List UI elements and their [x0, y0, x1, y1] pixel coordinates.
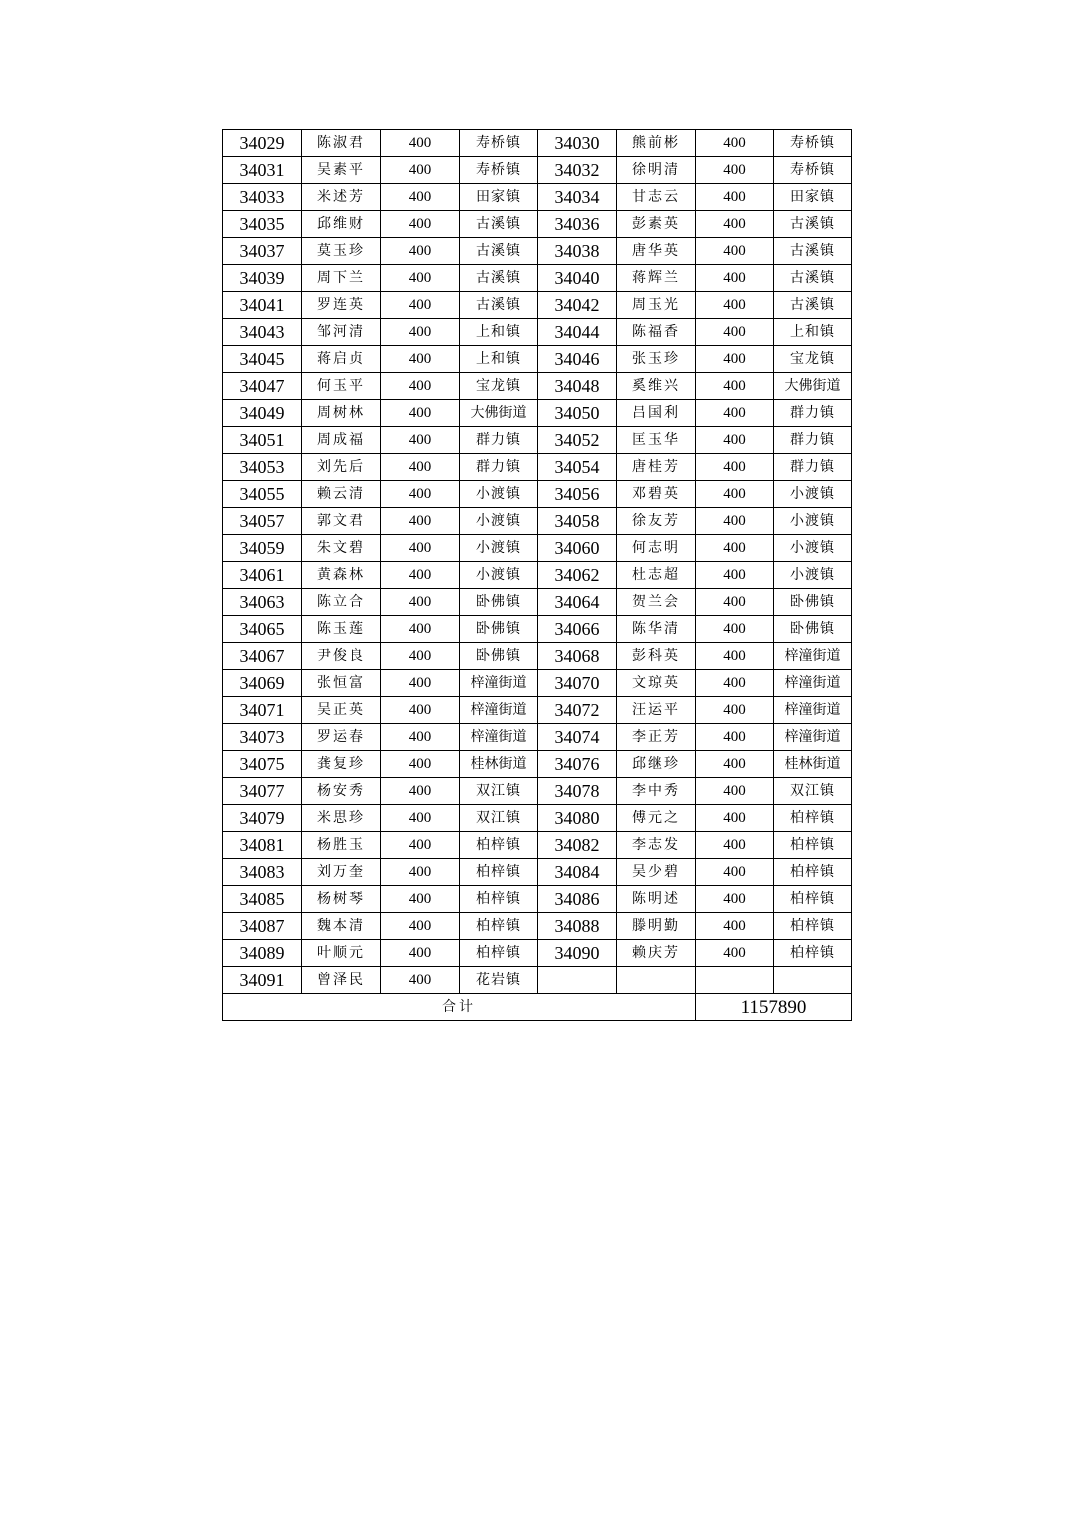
recipient-name-cell: 曾泽民 — [302, 967, 381, 994]
table-row — [223, 157, 852, 184]
table-row — [223, 211, 852, 238]
table-row — [223, 184, 852, 211]
recipient-name-cell: 尹俊良 — [302, 643, 381, 670]
recipient-name-cell: 蒋辉兰 — [617, 265, 696, 292]
table-row — [223, 832, 852, 859]
record-id-cell — [538, 967, 617, 994]
recipient-name-cell: 杨安秀 — [302, 778, 381, 805]
town-cell: 古溪镇 — [460, 292, 538, 319]
town-cell: 上和镇 — [460, 346, 538, 373]
recipient-name-cell: 邱维财 — [302, 211, 381, 238]
recipient-name-cell: 魏本清 — [302, 913, 381, 940]
town-cell: 卧佛镇 — [460, 616, 538, 643]
record-id-cell: 34089 — [223, 940, 302, 967]
table-row — [223, 400, 852, 427]
amount-cell: 400 — [381, 859, 460, 886]
table-row — [223, 643, 852, 670]
recipient-name-cell: 陈立合 — [302, 589, 381, 616]
recipient-name-cell: 邹河清 — [302, 319, 381, 346]
town-cell: 柏梓镇 — [774, 805, 852, 832]
town-cell: 梓潼街道 — [774, 670, 852, 697]
recipient-name-cell: 甘志云 — [617, 184, 696, 211]
record-id-cell: 34046 — [538, 346, 617, 373]
recipient-name-cell: 杜志超 — [617, 562, 696, 589]
amount-cell: 400 — [381, 751, 460, 778]
town-cell: 古溪镇 — [460, 238, 538, 265]
recipient-name-cell: 赖云清 — [302, 481, 381, 508]
amount-cell: 400 — [696, 319, 774, 346]
record-id-cell: 34040 — [538, 265, 617, 292]
amount-cell: 400 — [696, 562, 774, 589]
recipient-name-cell: 杨胜玉 — [302, 832, 381, 859]
recipient-name-cell: 傅元之 — [617, 805, 696, 832]
recipient-name-cell: 郭文君 — [302, 508, 381, 535]
town-cell: 上和镇 — [774, 319, 852, 346]
recipient-name-cell: 徐明清 — [617, 157, 696, 184]
table-row — [223, 238, 852, 265]
recipient-name-cell: 滕明勤 — [617, 913, 696, 940]
record-id-cell: 34073 — [223, 724, 302, 751]
total-value: 1157890 — [696, 994, 852, 1021]
town-cell: 古溪镇 — [460, 265, 538, 292]
town-cell: 卧佛镇 — [460, 643, 538, 670]
recipient-name-cell: 周树林 — [302, 400, 381, 427]
amount-cell: 400 — [381, 211, 460, 238]
town-cell: 寿桥镇 — [460, 157, 538, 184]
recipient-name-cell: 米述芳 — [302, 184, 381, 211]
recipient-name-cell: 杨树琴 — [302, 886, 381, 913]
town-cell: 群力镇 — [460, 454, 538, 481]
recipient-name-cell: 罗连英 — [302, 292, 381, 319]
town-cell: 古溪镇 — [774, 238, 852, 265]
table-row — [223, 967, 852, 994]
record-id-cell: 34053 — [223, 454, 302, 481]
town-cell: 柏梓镇 — [460, 886, 538, 913]
recipient-name-cell: 奚维兴 — [617, 373, 696, 400]
amount-cell: 400 — [696, 400, 774, 427]
recipient-name-cell: 彭科英 — [617, 643, 696, 670]
recipient-name-cell: 李中秀 — [617, 778, 696, 805]
town-cell: 小渡镇 — [774, 562, 852, 589]
record-id-cell: 34072 — [538, 697, 617, 724]
record-id-cell: 34038 — [538, 238, 617, 265]
amount-cell: 400 — [696, 238, 774, 265]
record-id-cell: 34049 — [223, 400, 302, 427]
table-row — [223, 535, 852, 562]
recipient-name-cell: 吴素平 — [302, 157, 381, 184]
record-id-cell: 34058 — [538, 508, 617, 535]
table-row — [223, 265, 852, 292]
record-id-cell: 34030 — [538, 130, 617, 157]
town-cell: 宝龙镇 — [460, 373, 538, 400]
record-id-cell: 34059 — [223, 535, 302, 562]
record-id-cell: 34041 — [223, 292, 302, 319]
record-id-cell: 34067 — [223, 643, 302, 670]
table-row — [223, 751, 852, 778]
recipient-name-cell: 米思珍 — [302, 805, 381, 832]
recipient-name-cell: 周玉光 — [617, 292, 696, 319]
record-id-cell: 34062 — [538, 562, 617, 589]
recipient-name-cell: 陈淑君 — [302, 130, 381, 157]
record-id-cell: 34037 — [223, 238, 302, 265]
amount-cell: 400 — [696, 805, 774, 832]
town-cell: 大佛街道 — [774, 373, 852, 400]
town-cell: 双江镇 — [460, 778, 538, 805]
recipient-name-cell: 匡玉华 — [617, 427, 696, 454]
record-id-cell: 34052 — [538, 427, 617, 454]
record-id-cell: 34080 — [538, 805, 617, 832]
recipient-name-cell: 何玉平 — [302, 373, 381, 400]
amount-cell: 400 — [381, 832, 460, 859]
recipient-name-cell: 吴正英 — [302, 697, 381, 724]
recipient-name-cell — [617, 967, 696, 994]
town-cell: 梓潼街道 — [774, 643, 852, 670]
amount-cell: 400 — [381, 535, 460, 562]
record-id-cell: 34070 — [538, 670, 617, 697]
recipient-name-cell: 汪运平 — [617, 697, 696, 724]
recipient-name-cell: 黄森林 — [302, 562, 381, 589]
town-cell: 小渡镇 — [774, 535, 852, 562]
amount-cell: 400 — [696, 373, 774, 400]
record-id-cell: 34048 — [538, 373, 617, 400]
record-id-cell: 34082 — [538, 832, 617, 859]
table-row — [223, 508, 852, 535]
town-cell: 上和镇 — [460, 319, 538, 346]
town-cell: 柏梓镇 — [774, 886, 852, 913]
record-id-cell: 34044 — [538, 319, 617, 346]
record-id-cell: 34068 — [538, 643, 617, 670]
amount-cell: 400 — [381, 454, 460, 481]
record-id-cell: 34087 — [223, 913, 302, 940]
recipient-name-cell: 刘万奎 — [302, 859, 381, 886]
recipient-name-cell: 陈玉莲 — [302, 616, 381, 643]
amount-cell: 400 — [696, 184, 774, 211]
amount-cell: 400 — [381, 589, 460, 616]
town-cell: 小渡镇 — [774, 481, 852, 508]
amount-cell: 400 — [381, 346, 460, 373]
amount-cell: 400 — [696, 346, 774, 373]
record-id-cell: 34055 — [223, 481, 302, 508]
amount-cell: 400 — [696, 535, 774, 562]
recipient-name-cell: 蒋启贞 — [302, 346, 381, 373]
town-cell: 群力镇 — [774, 454, 852, 481]
amount-cell: 400 — [381, 913, 460, 940]
amount-cell: 400 — [381, 265, 460, 292]
town-cell: 寿桥镇 — [774, 130, 852, 157]
recipient-name-cell: 邓碧英 — [617, 481, 696, 508]
record-id-cell: 34050 — [538, 400, 617, 427]
record-id-cell: 34091 — [223, 967, 302, 994]
amount-cell: 400 — [696, 913, 774, 940]
amount-cell: 400 — [696, 589, 774, 616]
recipient-name-cell: 周下兰 — [302, 265, 381, 292]
recipient-name-cell: 文琼英 — [617, 670, 696, 697]
table-row — [223, 373, 852, 400]
town-cell: 梓潼街道 — [774, 697, 852, 724]
record-id-cell: 34085 — [223, 886, 302, 913]
recipient-name-cell: 罗运春 — [302, 724, 381, 751]
record-id-cell: 34071 — [223, 697, 302, 724]
table-row — [223, 724, 852, 751]
town-cell: 卧佛镇 — [774, 616, 852, 643]
record-id-cell: 34039 — [223, 265, 302, 292]
amount-cell: 400 — [381, 184, 460, 211]
table-row — [223, 319, 852, 346]
record-id-cell: 34043 — [223, 319, 302, 346]
payment-list-table — [222, 129, 852, 1021]
record-id-cell: 34090 — [538, 940, 617, 967]
amount-cell: 400 — [696, 157, 774, 184]
amount-cell: 400 — [696, 940, 774, 967]
amount-cell: 400 — [696, 616, 774, 643]
town-cell: 寿桥镇 — [774, 157, 852, 184]
recipient-name-cell: 李志发 — [617, 832, 696, 859]
total-label: 合计 — [223, 994, 696, 1021]
table-row — [223, 940, 852, 967]
record-id-cell: 34076 — [538, 751, 617, 778]
amount-cell: 400 — [381, 373, 460, 400]
recipient-name-cell: 吴少碧 — [617, 859, 696, 886]
town-cell: 柏梓镇 — [460, 913, 538, 940]
table-row — [223, 589, 852, 616]
recipient-name-cell: 陈福香 — [617, 319, 696, 346]
record-id-cell: 34065 — [223, 616, 302, 643]
town-cell: 桂林街道 — [774, 751, 852, 778]
record-id-cell: 34088 — [538, 913, 617, 940]
amount-cell: 400 — [381, 805, 460, 832]
record-id-cell: 34084 — [538, 859, 617, 886]
record-id-cell: 34029 — [223, 130, 302, 157]
record-id-cell: 34083 — [223, 859, 302, 886]
recipient-name-cell: 赖庆芳 — [617, 940, 696, 967]
town-cell: 桂林街道 — [460, 751, 538, 778]
record-id-cell: 34075 — [223, 751, 302, 778]
amount-cell: 400 — [696, 724, 774, 751]
recipient-name-cell: 莫玉珍 — [302, 238, 381, 265]
record-id-cell: 34069 — [223, 670, 302, 697]
town-cell: 古溪镇 — [460, 211, 538, 238]
recipient-name-cell: 何志明 — [617, 535, 696, 562]
amount-cell — [696, 967, 774, 994]
town-cell: 柏梓镇 — [460, 940, 538, 967]
town-cell: 群力镇 — [774, 400, 852, 427]
town-cell: 田家镇 — [460, 184, 538, 211]
record-id-cell: 34031 — [223, 157, 302, 184]
table-body — [223, 130, 852, 994]
amount-cell: 400 — [696, 697, 774, 724]
table-row — [223, 427, 852, 454]
amount-cell: 400 — [381, 670, 460, 697]
table-row — [223, 670, 852, 697]
record-id-cell: 34051 — [223, 427, 302, 454]
record-id-cell: 34086 — [538, 886, 617, 913]
recipient-name-cell: 陈华清 — [617, 616, 696, 643]
amount-cell: 400 — [381, 643, 460, 670]
amount-cell: 400 — [381, 616, 460, 643]
town-cell: 梓潼街道 — [460, 670, 538, 697]
amount-cell: 400 — [381, 778, 460, 805]
record-id-cell: 34074 — [538, 724, 617, 751]
record-id-cell: 34042 — [538, 292, 617, 319]
town-cell: 群力镇 — [774, 427, 852, 454]
table-row — [223, 346, 852, 373]
recipient-name-cell: 李正芳 — [617, 724, 696, 751]
amount-cell: 400 — [381, 886, 460, 913]
town-cell: 柏梓镇 — [774, 913, 852, 940]
recipient-name-cell: 邱继珍 — [617, 751, 696, 778]
record-id-cell: 34060 — [538, 535, 617, 562]
town-cell: 梓潼街道 — [774, 724, 852, 751]
record-id-cell: 34066 — [538, 616, 617, 643]
amount-cell: 400 — [381, 724, 460, 751]
record-id-cell: 34032 — [538, 157, 617, 184]
amount-cell: 400 — [381, 940, 460, 967]
record-id-cell: 34035 — [223, 211, 302, 238]
amount-cell: 400 — [696, 643, 774, 670]
amount-cell: 400 — [696, 859, 774, 886]
table-row — [223, 859, 852, 886]
town-cell: 双江镇 — [774, 778, 852, 805]
town-cell: 小渡镇 — [460, 562, 538, 589]
amount-cell: 400 — [381, 508, 460, 535]
town-cell: 柏梓镇 — [774, 832, 852, 859]
town-cell: 小渡镇 — [774, 508, 852, 535]
town-cell: 寿桥镇 — [460, 130, 538, 157]
amount-cell: 400 — [381, 130, 460, 157]
amount-cell: 400 — [381, 967, 460, 994]
amount-cell: 400 — [696, 751, 774, 778]
recipient-name-cell: 彭素英 — [617, 211, 696, 238]
table-row — [223, 913, 852, 940]
recipient-name-cell: 熊前彬 — [617, 130, 696, 157]
town-cell: 卧佛镇 — [774, 589, 852, 616]
town-cell: 大佛街道 — [460, 400, 538, 427]
table-row — [223, 697, 852, 724]
amount-cell: 400 — [696, 265, 774, 292]
recipient-name-cell: 唐桂芳 — [617, 454, 696, 481]
amount-cell: 400 — [696, 670, 774, 697]
town-cell: 小渡镇 — [460, 481, 538, 508]
record-id-cell: 34036 — [538, 211, 617, 238]
record-id-cell: 34078 — [538, 778, 617, 805]
amount-cell: 400 — [696, 454, 774, 481]
town-cell: 卧佛镇 — [460, 589, 538, 616]
amount-cell: 400 — [381, 400, 460, 427]
recipient-name-cell: 徐友芳 — [617, 508, 696, 535]
amount-cell: 400 — [696, 130, 774, 157]
town-cell: 古溪镇 — [774, 292, 852, 319]
town-cell: 古溪镇 — [774, 211, 852, 238]
town-cell: 宝龙镇 — [774, 346, 852, 373]
record-id-cell: 34054 — [538, 454, 617, 481]
town-cell: 群力镇 — [460, 427, 538, 454]
recipient-name-cell: 龚复珍 — [302, 751, 381, 778]
record-id-cell: 34081 — [223, 832, 302, 859]
record-id-cell: 34064 — [538, 589, 617, 616]
recipient-name-cell: 张恒富 — [302, 670, 381, 697]
recipient-name-cell: 刘先后 — [302, 454, 381, 481]
record-id-cell: 34034 — [538, 184, 617, 211]
record-id-cell: 34047 — [223, 373, 302, 400]
recipient-name-cell: 朱文碧 — [302, 535, 381, 562]
recipient-name-cell: 唐华英 — [617, 238, 696, 265]
town-cell: 田家镇 — [774, 184, 852, 211]
table-row — [223, 562, 852, 589]
amount-cell: 400 — [381, 427, 460, 454]
record-id-cell: 34061 — [223, 562, 302, 589]
table-row — [223, 454, 852, 481]
town-cell: 柏梓镇 — [460, 859, 538, 886]
town-cell: 柏梓镇 — [774, 859, 852, 886]
town-cell: 柏梓镇 — [460, 832, 538, 859]
table-row — [223, 886, 852, 913]
town-cell: 双江镇 — [460, 805, 538, 832]
amount-cell: 400 — [381, 697, 460, 724]
town-cell: 梓潼街道 — [460, 697, 538, 724]
amount-cell: 400 — [381, 481, 460, 508]
recipient-name-cell: 吕国利 — [617, 400, 696, 427]
town-cell: 古溪镇 — [774, 265, 852, 292]
record-id-cell: 34057 — [223, 508, 302, 535]
table-row — [223, 616, 852, 643]
amount-cell: 400 — [696, 481, 774, 508]
amount-cell: 400 — [696, 832, 774, 859]
amount-cell: 400 — [696, 292, 774, 319]
table-row — [223, 778, 852, 805]
amount-cell: 400 — [381, 157, 460, 184]
recipient-name-cell: 周成福 — [302, 427, 381, 454]
recipient-name-cell: 陈明述 — [617, 886, 696, 913]
town-cell: 梓潼街道 — [460, 724, 538, 751]
record-id-cell: 34045 — [223, 346, 302, 373]
town-cell: 小渡镇 — [460, 508, 538, 535]
amount-cell: 400 — [381, 562, 460, 589]
record-id-cell: 34063 — [223, 589, 302, 616]
town-cell: 柏梓镇 — [774, 940, 852, 967]
amount-cell: 400 — [696, 778, 774, 805]
amount-cell: 400 — [696, 211, 774, 238]
record-id-cell: 34079 — [223, 805, 302, 832]
amount-cell: 400 — [696, 508, 774, 535]
record-id-cell: 34056 — [538, 481, 617, 508]
amount-cell: 400 — [381, 292, 460, 319]
record-id-cell: 34033 — [223, 184, 302, 211]
amount-cell: 400 — [381, 238, 460, 265]
town-cell: 小渡镇 — [460, 535, 538, 562]
total-row — [223, 994, 852, 1021]
recipient-name-cell: 叶顺元 — [302, 940, 381, 967]
table-row — [223, 130, 852, 157]
town-cell — [774, 967, 852, 994]
town-cell: 花岩镇 — [460, 967, 538, 994]
recipient-name-cell: 贺兰会 — [617, 589, 696, 616]
record-id-cell: 34077 — [223, 778, 302, 805]
recipient-name-cell: 张玉珍 — [617, 346, 696, 373]
amount-cell: 400 — [381, 319, 460, 346]
amount-cell: 400 — [696, 427, 774, 454]
table-row — [223, 481, 852, 508]
table-row — [223, 292, 852, 319]
table-row — [223, 805, 852, 832]
amount-cell: 400 — [696, 886, 774, 913]
